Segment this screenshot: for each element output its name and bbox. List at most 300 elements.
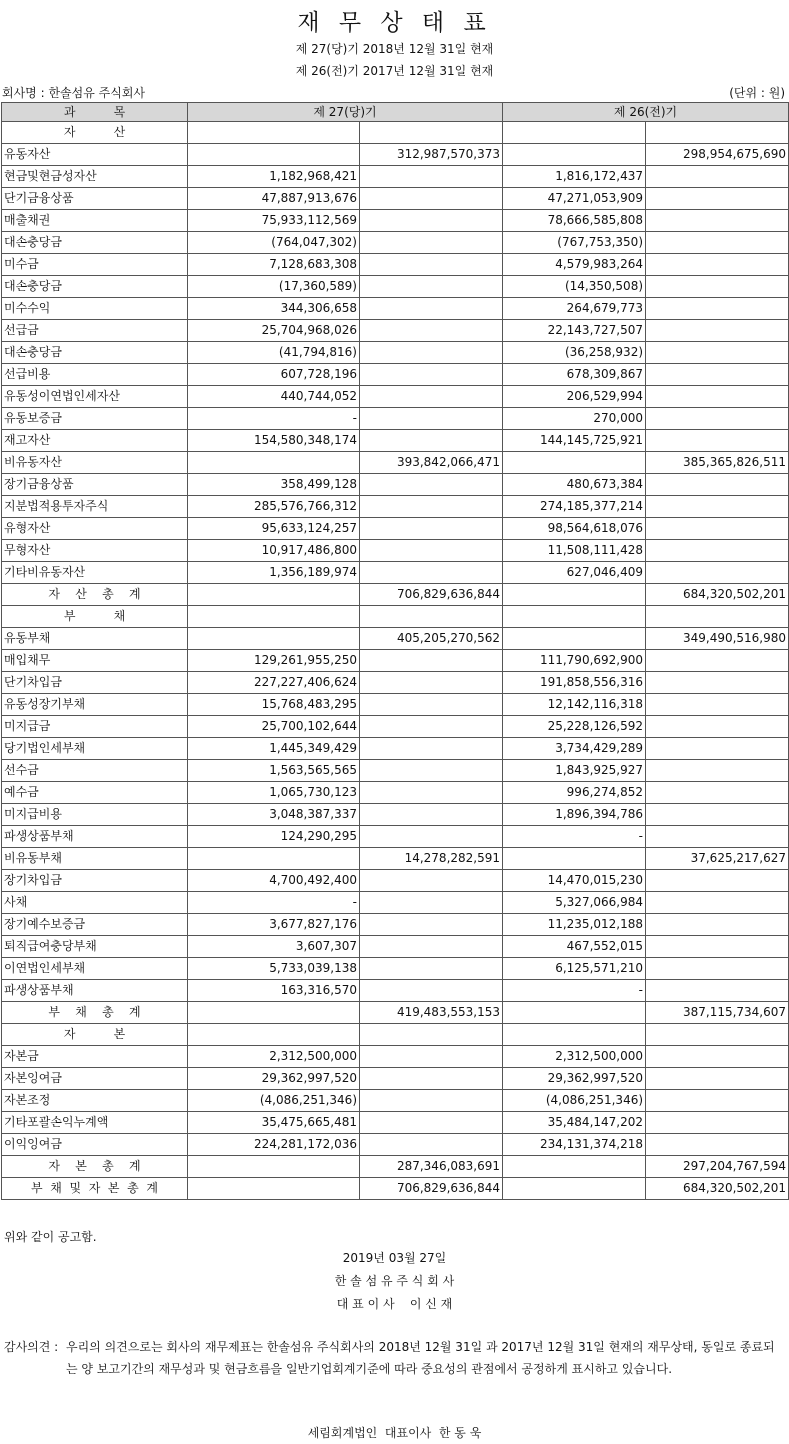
prior-subtotal-cell [646, 540, 789, 562]
current-detail-cell [188, 1002, 360, 1024]
account-label: 무형자산 [2, 540, 188, 562]
prior-subtotal-cell: 387,115,734,607 [646, 1002, 789, 1024]
auditor-signature: 세림회계법인 대표이사 한 동 욱 [307, 1426, 482, 1440]
current-subtotal-cell [360, 1134, 503, 1156]
table-row [2, 870, 789, 892]
prior-detail-cell: 78,666,585,808 [503, 210, 646, 232]
current-subtotal-cell [360, 320, 503, 342]
prior-subtotal-cell [646, 892, 789, 914]
header-account: 과 목 [2, 103, 188, 122]
current-detail-cell: 3,607,307 [188, 936, 360, 958]
table-row [2, 980, 789, 1002]
prior-detail-cell [503, 628, 646, 650]
current-detail-cell: 1,182,968,421 [188, 166, 360, 188]
prior-subtotal-cell [646, 826, 789, 848]
table-row [2, 1178, 789, 1200]
ceo-signature: 대 표 이 사 이 신 재 [336, 1297, 453, 1311]
prior-detail-cell: 98,564,618,076 [503, 518, 646, 540]
prior-detail-cell: 678,309,867 [503, 364, 646, 386]
account-label: 파생상품부채 [2, 826, 188, 848]
table-row [2, 562, 789, 584]
table-row [2, 694, 789, 716]
current-detail-cell: 29,362,997,520 [188, 1068, 360, 1090]
current-subtotal-cell [360, 540, 503, 562]
prior-subtotal-cell [646, 1068, 789, 1090]
current-detail-cell: 227,227,406,624 [188, 672, 360, 694]
current-subtotal-cell [360, 892, 503, 914]
account-label: 대손충당금 [2, 276, 188, 298]
prior-detail-cell: 14,470,015,230 [503, 870, 646, 892]
account-label: 매출채권 [2, 210, 188, 232]
prior-subtotal-cell: 297,204,767,594 [646, 1156, 789, 1178]
table-row [2, 1156, 789, 1178]
current-subtotal-cell [360, 738, 503, 760]
account-label: 장기차입금 [2, 870, 188, 892]
current-detail-cell: 358,499,128 [188, 474, 360, 496]
table-row [2, 122, 789, 144]
current-detail-cell: 440,744,052 [188, 386, 360, 408]
current-detail-cell [188, 144, 360, 166]
prior-detail-cell: 2,312,500,000 [503, 1046, 646, 1068]
current-detail-cell: 4,700,492,400 [188, 870, 360, 892]
current-subtotal-cell [360, 914, 503, 936]
account-label: 지분법적용투자주식 [2, 496, 188, 518]
prior-subtotal-cell: 349,490,516,980 [646, 628, 789, 650]
table-row [2, 760, 789, 782]
current-detail-cell: 1,445,349,429 [188, 738, 360, 760]
current-subtotal-cell [360, 936, 503, 958]
current-subtotal-cell [360, 980, 503, 1002]
prior-subtotal-cell [646, 474, 789, 496]
table-row [2, 628, 789, 650]
prior-detail-cell [503, 1024, 646, 1046]
current-subtotal-cell [360, 1112, 503, 1134]
table-row [2, 540, 789, 562]
table-row [2, 232, 789, 254]
current-detail-cell: 1,563,565,565 [188, 760, 360, 782]
prior-detail-cell: 1,843,925,927 [503, 760, 646, 782]
account-label: 미지급비용 [2, 804, 188, 826]
current-subtotal-cell [360, 254, 503, 276]
current-detail-cell: 25,704,968,026 [188, 320, 360, 342]
prior-subtotal-cell [646, 980, 789, 1002]
account-label: 기타비유동자산 [2, 562, 188, 584]
current-subtotal-cell: 706,829,636,844 [360, 584, 503, 606]
prior-subtotal-cell [646, 166, 789, 188]
prior-subtotal-cell [646, 606, 789, 628]
prior-subtotal-cell [646, 1046, 789, 1068]
account-label: 선급비용 [2, 364, 188, 386]
account-label: 대손충당금 [2, 232, 188, 254]
account-label: 유형자산 [2, 518, 188, 540]
prior-detail-cell: 1,896,394,786 [503, 804, 646, 826]
table-row [2, 386, 789, 408]
prior-detail-cell: 35,484,147,202 [503, 1112, 646, 1134]
current-subtotal-cell: 405,205,270,562 [360, 628, 503, 650]
prior-subtotal-cell [646, 716, 789, 738]
current-subtotal-cell [360, 430, 503, 452]
prior-subtotal-cell [646, 210, 789, 232]
table-row [2, 804, 789, 826]
current-subtotal-cell [360, 408, 503, 430]
current-subtotal-cell [360, 958, 503, 980]
prior-detail-cell [503, 1156, 646, 1178]
prior-detail-cell: 11,235,012,188 [503, 914, 646, 936]
current-detail-cell: 224,281,172,036 [188, 1134, 360, 1156]
prior-subtotal-cell [646, 342, 789, 364]
prior-detail-cell: 12,142,116,318 [503, 694, 646, 716]
current-detail-cell: 7,128,683,308 [188, 254, 360, 276]
table-row [2, 474, 789, 496]
current-detail-cell: - [188, 408, 360, 430]
account-label: 단기금융상품 [2, 188, 188, 210]
prior-subtotal-cell [646, 958, 789, 980]
table-row [2, 826, 789, 848]
current-subtotal-cell [360, 342, 503, 364]
table-row [2, 496, 789, 518]
prior-subtotal-cell [646, 650, 789, 672]
prior-detail-cell: 270,000 [503, 408, 646, 430]
current-subtotal-cell: 706,829,636,844 [360, 1178, 503, 1200]
current-detail-cell: 344,306,658 [188, 298, 360, 320]
current-detail-cell: 1,065,730,123 [188, 782, 360, 804]
current-detail-cell: 2,312,500,000 [188, 1046, 360, 1068]
table-row [2, 210, 789, 232]
current-subtotal-cell: 312,987,570,373 [360, 144, 503, 166]
current-detail-cell [188, 1024, 360, 1046]
table-row [2, 936, 789, 958]
account-label: 비유동부채 [2, 848, 188, 870]
current-detail-cell: 15,768,483,295 [188, 694, 360, 716]
prior-subtotal-cell [646, 1090, 789, 1112]
table-row [2, 188, 789, 210]
current-subtotal-cell [360, 232, 503, 254]
prior-detail-cell: 191,858,556,316 [503, 672, 646, 694]
prior-subtotal-cell [646, 320, 789, 342]
account-label: 이익잉여금 [2, 1134, 188, 1156]
current-subtotal-cell [360, 188, 503, 210]
table-row [2, 254, 789, 276]
current-subtotal-cell [360, 1090, 503, 1112]
prior-detail-cell [503, 122, 646, 144]
prior-detail-cell: (36,258,932) [503, 342, 646, 364]
current-subtotal-cell [360, 650, 503, 672]
table-row [2, 1046, 789, 1068]
prior-detail-cell: 274,185,377,214 [503, 496, 646, 518]
announcement-date: 2019년 03월 27일 [342, 1251, 447, 1265]
account-label: 파생상품부채 [2, 980, 188, 1002]
prior-detail-cell: 47,271,053,909 [503, 188, 646, 210]
prior-subtotal-cell [646, 1112, 789, 1134]
account-label: 유동부채 [2, 628, 188, 650]
current-subtotal-cell: 393,842,066,471 [360, 452, 503, 474]
account-label: 자본잉여금 [2, 1068, 188, 1090]
account-label: 이연법인세부채 [2, 958, 188, 980]
prior-subtotal-cell [646, 1024, 789, 1046]
current-detail-cell: 129,261,955,250 [188, 650, 360, 672]
prior-detail-cell [503, 1178, 646, 1200]
prior-subtotal-cell [646, 562, 789, 584]
prior-detail-cell: 29,362,997,520 [503, 1068, 646, 1090]
account-label: 부 채 및 자 본 총 계 [2, 1178, 188, 1200]
current-subtotal-cell [360, 518, 503, 540]
current-detail-cell: 35,475,665,481 [188, 1112, 360, 1134]
prior-subtotal-cell: 37,625,217,627 [646, 848, 789, 870]
account-label: 미지급금 [2, 716, 188, 738]
prior-detail-cell: 206,529,994 [503, 386, 646, 408]
table-row [2, 408, 789, 430]
prior-subtotal-cell [646, 1134, 789, 1156]
current-subtotal-cell [360, 870, 503, 892]
current-subtotal-cell [360, 364, 503, 386]
current-detail-cell: 5,733,039,138 [188, 958, 360, 980]
prior-detail-cell [503, 848, 646, 870]
account-label: 부 채 총 계 [2, 1002, 188, 1024]
table-row [2, 892, 789, 914]
prior-detail-cell: 4,579,983,264 [503, 254, 646, 276]
page-title: 재 무 상 태 표 [297, 10, 492, 36]
table-row [2, 848, 789, 870]
current-subtotal-cell [360, 782, 503, 804]
current-detail-cell: (764,047,302) [188, 232, 360, 254]
table-row [2, 166, 789, 188]
current-subtotal-cell [360, 694, 503, 716]
current-detail-cell: 1,356,189,974 [188, 562, 360, 584]
current-subtotal-cell: 14,278,282,591 [360, 848, 503, 870]
prior-subtotal-cell [646, 188, 789, 210]
prior-subtotal-cell [646, 694, 789, 716]
prior-subtotal-cell [646, 760, 789, 782]
account-label: 자본조정 [2, 1090, 188, 1112]
current-subtotal-cell [360, 166, 503, 188]
prior-detail-cell: 25,228,126,592 [503, 716, 646, 738]
current-subtotal-cell [360, 386, 503, 408]
prior-detail-cell: - [503, 980, 646, 1002]
prior-detail-cell: 5,327,066,984 [503, 892, 646, 914]
current-detail-cell: 163,316,570 [188, 980, 360, 1002]
account-label: 유동보증금 [2, 408, 188, 430]
account-label: 선급금 [2, 320, 188, 342]
current-subtotal-cell [360, 276, 503, 298]
notice-text: 위와 같이 공고함. [4, 1230, 97, 1244]
current-detail-cell [188, 628, 360, 650]
current-subtotal-cell [360, 1024, 503, 1046]
period-prior: 제 26(전)기 2017년 12월 31일 현재 [295, 64, 494, 78]
prior-subtotal-cell [646, 738, 789, 760]
prior-detail-cell: (767,753,350) [503, 232, 646, 254]
prior-subtotal-cell [646, 914, 789, 936]
prior-subtotal-cell [646, 298, 789, 320]
account-label: 유동성이연법인세자산 [2, 386, 188, 408]
current-subtotal-cell [360, 298, 503, 320]
table-row [2, 430, 789, 452]
current-detail-cell: 47,887,913,676 [188, 188, 360, 210]
prior-detail-cell [503, 452, 646, 474]
table-header-row [2, 103, 789, 122]
account-label: 자 본 [2, 1024, 188, 1046]
table-row [2, 1112, 789, 1134]
audit-text: 우리의 의견으로는 회사의 재무제표는 한솔섬유 주식회사의 2018년 12월 31일 과 2017년 12월 31일 현재의 재무상태, 동일로 종료되는 양 보고기간의 재무성과 및 현금흐름을 일반기업회계기준에 따라 중요성의 관점에서 공정하게 표시하고 있습니다. [66, 1340, 775, 1376]
current-detail-cell [188, 452, 360, 474]
account-label: 기타포괄손익누계액 [2, 1112, 188, 1134]
prior-detail-cell: 234,131,374,218 [503, 1134, 646, 1156]
prior-detail-cell [503, 1002, 646, 1024]
header-current: 제 27(당)기 [188, 103, 503, 122]
account-label: 현금및현금성자산 [2, 166, 188, 188]
table-row [2, 738, 789, 760]
prior-subtotal-cell [646, 122, 789, 144]
prior-detail-cell: 627,046,409 [503, 562, 646, 584]
current-subtotal-cell [360, 496, 503, 518]
account-label: 유동자산 [2, 144, 188, 166]
prior-subtotal-cell [646, 430, 789, 452]
current-subtotal-cell: 287,346,083,691 [360, 1156, 503, 1178]
prior-detail-cell: 480,673,384 [503, 474, 646, 496]
current-detail-cell: 75,933,112,569 [188, 210, 360, 232]
account-label: 장기금융상품 [2, 474, 188, 496]
prior-subtotal-cell [646, 782, 789, 804]
prior-detail-cell: 6,125,571,210 [503, 958, 646, 980]
table-row [2, 958, 789, 980]
account-label: 선수금 [2, 760, 188, 782]
prior-subtotal-cell [646, 386, 789, 408]
account-label: 자 산 [2, 122, 188, 144]
account-label: 유동성장기부채 [2, 694, 188, 716]
current-detail-cell: (17,360,589) [188, 276, 360, 298]
current-subtotal-cell [360, 672, 503, 694]
prior-subtotal-cell: 684,320,502,201 [646, 1178, 789, 1200]
prior-detail-cell [503, 144, 646, 166]
header-prior: 제 26(전)기 [503, 103, 789, 122]
account-label: 부 채 [2, 606, 188, 628]
table-row [2, 650, 789, 672]
prior-subtotal-cell [646, 496, 789, 518]
current-detail-cell: 25,700,102,644 [188, 716, 360, 738]
current-subtotal-cell [360, 760, 503, 782]
table-row [2, 452, 789, 474]
table-row [2, 518, 789, 540]
current-detail-cell [188, 122, 360, 144]
current-subtotal-cell [360, 210, 503, 232]
current-detail-cell: 3,048,387,337 [188, 804, 360, 826]
account-label: 비유동자산 [2, 452, 188, 474]
current-subtotal-cell [360, 474, 503, 496]
current-detail-cell: 10,917,486,800 [188, 540, 360, 562]
prior-detail-cell: 3,734,429,289 [503, 738, 646, 760]
current-detail-cell: 3,677,827,176 [188, 914, 360, 936]
table-row [2, 584, 789, 606]
table-row [2, 672, 789, 694]
table-row [2, 782, 789, 804]
company-name: 회사명 : 한솔섬유 주식회사 [2, 86, 145, 100]
prior-subtotal-cell [646, 804, 789, 826]
table-row [2, 914, 789, 936]
current-subtotal-cell [360, 1068, 503, 1090]
prior-detail-cell: 264,679,773 [503, 298, 646, 320]
table-row [2, 1002, 789, 1024]
balance-sheet-table [1, 102, 789, 1200]
prior-detail-cell: 11,508,111,428 [503, 540, 646, 562]
table-row [2, 716, 789, 738]
prior-subtotal-cell [646, 672, 789, 694]
prior-subtotal-cell: 684,320,502,201 [646, 584, 789, 606]
current-subtotal-cell: 419,483,553,153 [360, 1002, 503, 1024]
prior-detail-cell: (4,086,251,346) [503, 1090, 646, 1112]
table-row [2, 1090, 789, 1112]
prior-subtotal-cell [646, 276, 789, 298]
account-label: 사채 [2, 892, 188, 914]
prior-detail-cell: 1,816,172,437 [503, 166, 646, 188]
current-detail-cell [188, 848, 360, 870]
account-label: 자 산 총 계 [2, 584, 188, 606]
account-label: 자본금 [2, 1046, 188, 1068]
current-subtotal-cell [360, 1046, 503, 1068]
period-current: 제 27(당)기 2018년 12월 31일 현재 [295, 42, 494, 56]
prior-detail-cell: - [503, 826, 646, 848]
account-label: 자 본 총 계 [2, 1156, 188, 1178]
account-label: 미수수익 [2, 298, 188, 320]
table-row [2, 1134, 789, 1156]
prior-detail-cell: 144,145,725,921 [503, 430, 646, 452]
current-detail-cell [188, 1156, 360, 1178]
table-row [2, 364, 789, 386]
account-label: 매입채무 [2, 650, 188, 672]
account-label: 재고자산 [2, 430, 188, 452]
account-label: 예수금 [2, 782, 188, 804]
current-detail-cell: - [188, 892, 360, 914]
prior-subtotal-cell [646, 254, 789, 276]
table-row [2, 276, 789, 298]
current-subtotal-cell [360, 826, 503, 848]
table-row [2, 1024, 789, 1046]
prior-subtotal-cell: 385,365,826,511 [646, 452, 789, 474]
current-detail-cell [188, 606, 360, 628]
current-detail-cell: 154,580,348,174 [188, 430, 360, 452]
account-label: 대손충당금 [2, 342, 188, 364]
current-detail-cell: 124,290,295 [188, 826, 360, 848]
prior-subtotal-cell [646, 518, 789, 540]
table-row [2, 606, 789, 628]
table-row [2, 342, 789, 364]
prior-subtotal-cell [646, 936, 789, 958]
prior-detail-cell: (14,350,508) [503, 276, 646, 298]
current-detail-cell: 285,576,766,312 [188, 496, 360, 518]
prior-detail-cell: 996,274,852 [503, 782, 646, 804]
unit-label: (단위 : 원) [729, 86, 785, 100]
current-subtotal-cell [360, 122, 503, 144]
current-subtotal-cell [360, 606, 503, 628]
account-label: 당기법인세부채 [2, 738, 188, 760]
table-row [2, 320, 789, 342]
table-row [2, 298, 789, 320]
table-row [2, 1068, 789, 1090]
current-detail-cell: 607,728,196 [188, 364, 360, 386]
prior-detail-cell: 111,790,692,900 [503, 650, 646, 672]
table-row [2, 144, 789, 166]
current-detail-cell: (4,086,251,346) [188, 1090, 360, 1112]
prior-subtotal-cell [646, 364, 789, 386]
prior-detail-cell: 467,552,015 [503, 936, 646, 958]
prior-subtotal-cell [646, 870, 789, 892]
account-label: 장기예수보증금 [2, 914, 188, 936]
account-label: 퇴직급여충당부채 [2, 936, 188, 958]
current-detail-cell [188, 1178, 360, 1200]
current-subtotal-cell [360, 562, 503, 584]
current-detail-cell [188, 584, 360, 606]
account-label: 단기차입금 [2, 672, 188, 694]
current-subtotal-cell [360, 804, 503, 826]
current-subtotal-cell [360, 716, 503, 738]
